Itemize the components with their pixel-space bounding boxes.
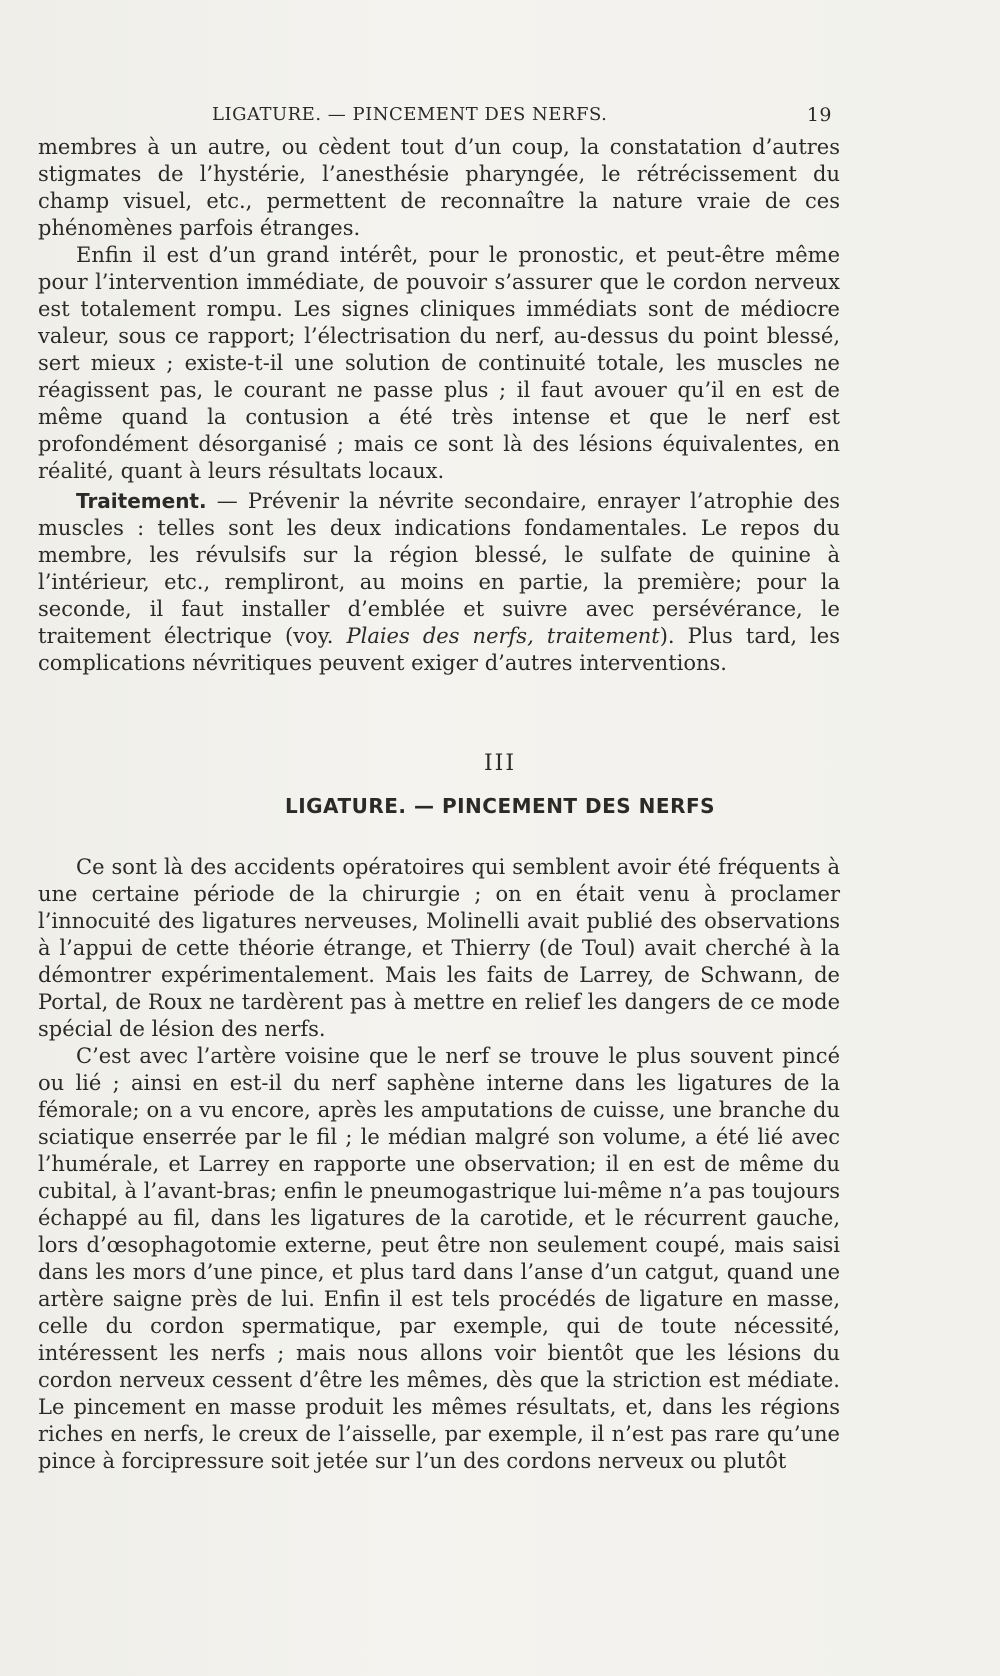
paragraph-artery: C’est avec l’artère voisine que le nerf se trouve le plus souvent pincé ou lié ; ainsi en est-il du nerf saphène interne dans les ligatures de la fémorale; on a vu encore, après les amputations de cuisse, une branche du sciatique enserrée par le fil ; le médian malgré son volume, a été lié avec l’humérale, et Larrey en rapporte une observation; il en est de même du cubital, à l’avant-bras; enfin le pneumogastrique lui-même n’a pas toujours échappé au fil, dans les ligatures de la carotide, et le récurrent gauche, lors d’œsophagotomie externe, peut être non seulement coupé, mais saisi dans les mors d’une pince, et plus tard dans l’anse d’un catgut, quand une artère saigne près de lui. Enfin il est tels procédés de ligature en masse, celle du cordon spermatique, par exemple, qui de toute nécessité, intéressent les nerfs ; mais nous allons voir bientôt que les lésions du cordon nerveux cessent d’être les mêmes, dès que la striction est médiate. Le pincement en masse produit les mêmes résultats, et, dans les régions riches en nerfs, le creux de l’aisselle, par exemple, il n’est pas rare qu’une pince à forcipressure soit jetée sur l’un des cordons nerveux ou plutôt — [38, 1044, 840, 1473]
text-block-top — [38, 134, 840, 485]
treatment-label: Traitement. — [76, 489, 207, 513]
section-title: LIGATURE. — PINCEMENT DES NERFS — [284, 794, 716, 818]
text-block-ligature — [38, 854, 840, 1475]
page-number: 19 — [806, 104, 832, 126]
paragraph-continued: membres à un autre, ou cèdent tout d’un coup, la constatation d’autres stigmates de l’hystérie, l’anesthésie pharyngée, le rétrécissement du champ visuel, etc., permettent de reconnaître la nature vraie de ces phénomènes parfois étranges. — [38, 135, 840, 240]
treatment-paragraph — [38, 488, 840, 677]
paragraph-nerve-rupture: Enfin il est d’un grand intérêt, pour le pronostic, et peut-être même pour l’intervention immédiate, de pouvoir s’assurer que le cordon nerveux est totalement rompu. Les signes cliniques immédiats sont de médiocre valeur, sous ce rapport; l’électrisation du nerf, au-dessus du point blessé, sert mieux ; existe-t-il une solution de continuité totale, les muscles ne réagissent pas, le courant ne passe plus ; il faut avouer qu’il en est de même quand la contusion a été très intense et que le nerf est profondément désorganisé ; mais ce sont là des lésions équivalentes, en réalité, quant à leurs résultats locaux. — [38, 243, 840, 483]
treatment-text-2: ). Plus tard, les complications névritiques peuvent exiger d’autres interventions. — [38, 624, 840, 675]
treatment-reference: Plaies des nerfs, traitement — [346, 624, 660, 648]
running-header — [212, 104, 842, 125]
running-title: LIGATURE. — PINCEMENT DES NERFS. — [212, 104, 608, 125]
treatment-section — [38, 488, 840, 677]
section-number: III — [483, 751, 517, 776]
paragraph-accidents: Ce sont là des accidents opératoires qui semblent avoir été fréquents à une certaine période de la chirurgie ; on en était venu à proclamer l’innocuité des ligatures nerveuses, Molinelli avait publié des observations à l’appui de cette théorie étrange, et Thierry (de Toul) avait cherché à la démontrer expérimentalement. Mais les faits de Larrey, de Schwann, de Portal, de Roux ne tardèrent pas à mettre en relief les dangers de ce mode spécial de lésion des nerfs. — [38, 855, 840, 1041]
treatment-text-1: — Prévenir la névrite secondaire, enrayer l’atrophie des muscles : telles sont les deux indications fondamentales. Le repos du membre, les révulsifs sur la région blessé, le sulfate de quinine à l’intérieur, etc., rempliront, au moins en partie, la première; pour la seconde, il faut installer d’emblée et suivre avec persévérance, le traitement électrique (voy. — [38, 489, 840, 648]
